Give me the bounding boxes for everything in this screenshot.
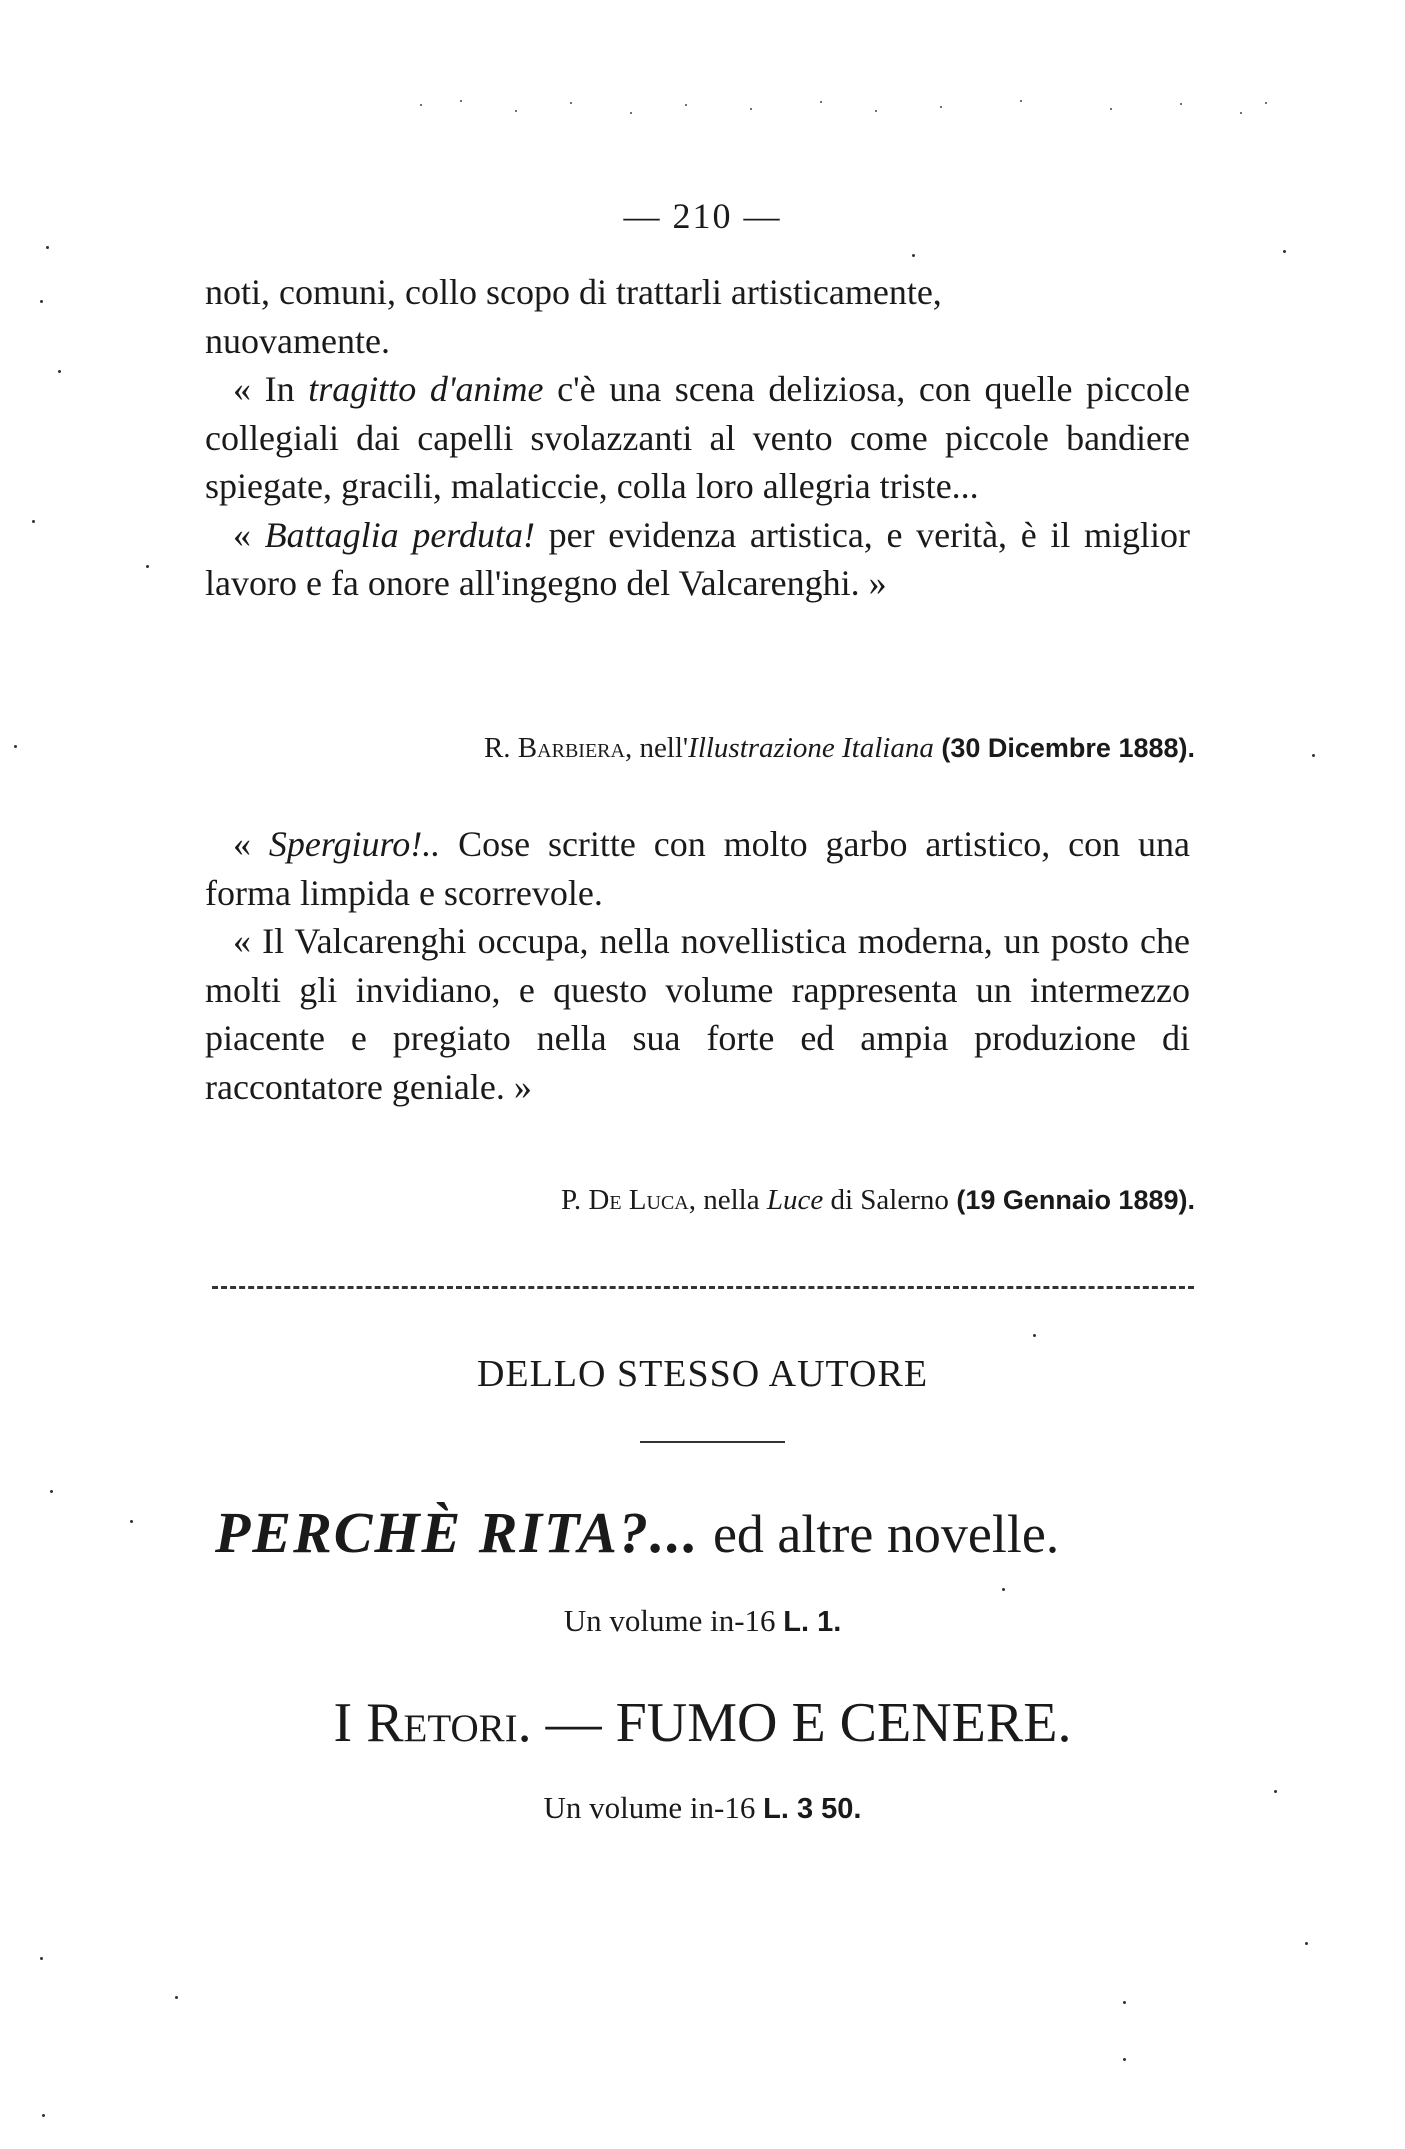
scan-speck — [58, 370, 61, 373]
book-title-retori — [0, 1690, 1405, 1756]
attribution-source: Illustrazione Italiana — [688, 732, 934, 764]
review-barbiera — [205, 365, 1190, 608]
book-title-subtitle: ed altre novelle. — [699, 1504, 1060, 1564]
volume-format: Un volume in-16 — [543, 1790, 764, 1825]
volume-format: Un volume in-16 — [563, 1603, 784, 1638]
attribution-author: P. De Luca, — [560, 1184, 696, 1216]
section-heading: DELLO STESSO AUTORE — [476, 1353, 929, 1395]
attribution-prep: nell' — [632, 732, 689, 764]
attribution-source: Luce — [766, 1184, 824, 1216]
scan-speck — [130, 1520, 133, 1523]
story-title: Battaglia perduta! — [264, 514, 535, 555]
scan-speck — [1312, 754, 1315, 757]
paragraph-text: Cose scritte con molto garbo artistico, con una forma limpida e scorrevole. — [205, 824, 1190, 913]
attribution-date: (30 Dicembre 1888). — [933, 733, 1195, 763]
intro-line-1: noti, comuni, collo scopo di trattarli artisticamente, — [205, 272, 942, 312]
book-title-main: PERCHÈ RITA?... — [215, 1500, 700, 1565]
attribution-place: di Salerno — [823, 1184, 949, 1216]
scan-speck — [40, 1957, 43, 1960]
attribution-barbiera — [484, 730, 1195, 766]
book1-volume-info — [0, 1603, 1405, 1640]
review-paragraph — [205, 820, 1190, 917]
book-title-part2: FUMO E CENERE. — [615, 1692, 1072, 1754]
book-title-perche-rita — [215, 1497, 1200, 1570]
quote-open: « — [233, 514, 265, 555]
scan-speck — [14, 745, 17, 748]
attribution-date: (19 Gennaio 1889). — [948, 1185, 1195, 1215]
scan-speck — [146, 565, 149, 568]
title-dash: — — [531, 1692, 616, 1754]
paragraph-text: per evidenza artistica, e verità, è il miglior lavoro e fa onore all'ingegno del Valcarenghi. » — [205, 514, 1191, 603]
quote-open: « In — [233, 369, 309, 409]
scan-speck — [42, 2114, 45, 2117]
scan-speck — [175, 1996, 178, 1999]
quote-open: « — [233, 824, 269, 864]
attribution-de-luca — [561, 1182, 1195, 1218]
volume-price: L. 3 50. — [763, 1793, 862, 1825]
story-title: Spergiuro!.. — [268, 824, 441, 864]
heading-underline — [640, 1441, 785, 1443]
section-divider — [212, 1286, 1194, 1289]
book2-volume-info — [0, 1790, 1405, 1827]
scan-speck — [50, 1490, 53, 1493]
scan-speck — [1123, 2001, 1126, 2004]
scan-speck — [1033, 1334, 1036, 1337]
attribution-prep: nella — [696, 1184, 767, 1216]
scan-speck — [46, 246, 49, 249]
review-de-luca — [205, 820, 1190, 1111]
story-title: tragitto d'anime — [308, 369, 544, 409]
intro-text — [205, 268, 1190, 365]
scan-speck — [1283, 250, 1286, 253]
review-paragraph — [205, 365, 1190, 511]
scan-speck — [40, 300, 43, 303]
scan-speck — [1002, 1588, 1005, 1591]
scan-speck — [912, 254, 915, 257]
book-title-part1: I Retori. — [333, 1692, 532, 1754]
review-paragraph: « Il Valcarenghi occupa, nella novellistica moderna, un posto che molti gli invidiano, e questo volume rappresenta un intermezzo piacente e pregiato nella sua forte ed ampia produzione di raccontatore geniale. » — [205, 921, 1190, 1107]
paragraph-text: c'è una scena deliziosa, con quelle piccole collegiali dai capelli svolazzanti al vento come piccole bandiere spiegate, gracili, malaticcie, colla loro allegria triste... — [205, 369, 1190, 506]
page-number: — 210 — — [623, 196, 782, 236]
scan-speck — [1123, 2058, 1126, 2061]
attribution-author: R. Barbiera, — [483, 732, 633, 764]
volume-price: L. 1. — [783, 1606, 842, 1638]
review-paragraph — [205, 511, 1190, 608]
intro-line-2: nuovamente. — [205, 320, 390, 361]
scan-noise-top — [420, 98, 1280, 120]
scan-speck — [32, 520, 35, 523]
scan-speck — [1305, 1942, 1308, 1945]
